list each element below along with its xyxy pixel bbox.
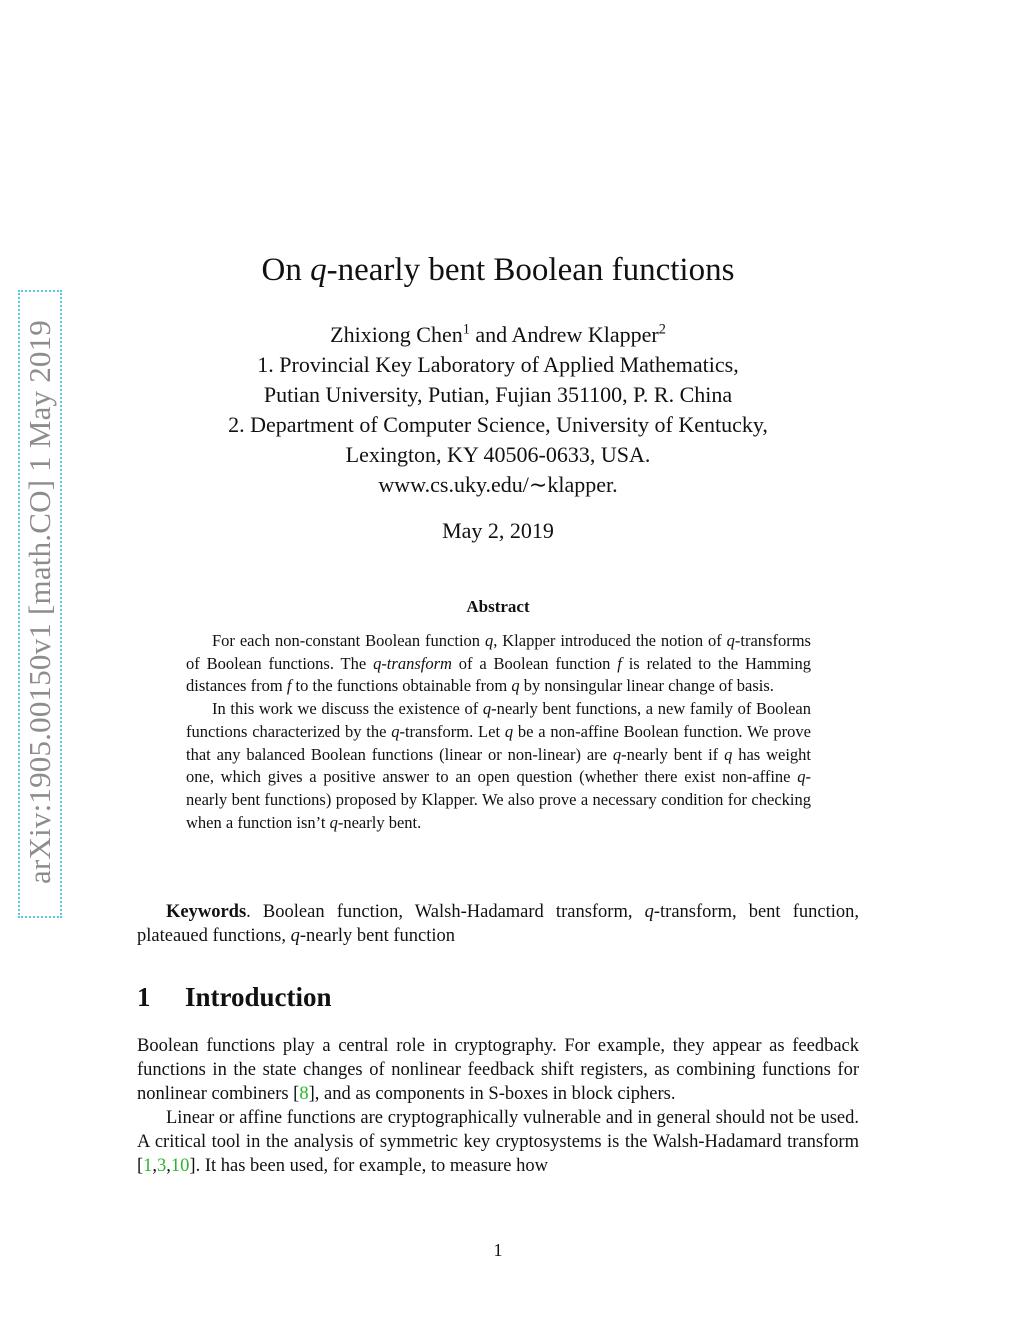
citation-link[interactable]: 1 [143, 1156, 153, 1176]
section-title: Introduction [185, 982, 332, 1012]
text-run: For each non-constant Boolean function [212, 631, 485, 650]
emphasis: q-transform [373, 653, 452, 673]
text-run: Linear or affine functions are cryptographically vulnerable and in general should not be used. A critical tool in the analysis of symmetric key cryptosystems is the Walsh-Hadamard transform [ [137, 1108, 859, 1176]
intro-paragraph-2 [137, 1106, 859, 1178]
author-block [137, 320, 859, 500]
text-run: of a Boolean function [451, 653, 618, 673]
affiliation-line: 2. Department of Computer Science, University of Kentucky, [228, 412, 768, 437]
citation-link[interactable]: 8 [299, 1084, 309, 1104]
affiliation-line: 1. Provincial Key Laboratory of Applied Mathematics, [257, 352, 739, 377]
math-var: q [511, 676, 520, 696]
math-var: q [612, 744, 622, 764]
text-run: , [152, 1156, 158, 1176]
text-run: , [166, 1156, 171, 1176]
text-run: Boolean functions play a central role in cryptography. For example, they appear as feedback functions in the state changes of nonlinear feedback shift registers, as combining functions for nonlinear combiners [ [137, 1036, 859, 1104]
text-run: -nearly bent. [337, 812, 422, 832]
abstract-body [186, 630, 811, 834]
math-var: q [726, 631, 735, 650]
text-run: In this work we discuss the existence of [212, 699, 483, 719]
title-prefix: On [261, 252, 311, 288]
affiliation-line: Lexington, KY 40506-0633, USA. [345, 442, 651, 467]
math-var: f [286, 676, 292, 696]
math-var: q [484, 631, 494, 650]
text-run: -nearly bent functions) proposed by Klapper. We also prove a necessary condition for checking when a function isn’t [186, 767, 811, 832]
arxiv-stamp-text[interactable]: arXiv:1905.00150v1 [math.CO] 1 May 2019 [22, 320, 57, 885]
text-run: -nearly bent function [299, 926, 455, 946]
text-run: -nearly bent functions, a new family of Boolean functions characterized by the [186, 699, 811, 741]
math-var: q [391, 721, 400, 741]
text-run: ]. It has been used, for example, to measure how [189, 1156, 548, 1176]
text-run: -nearly bent if [621, 744, 725, 764]
math-var: q [482, 699, 492, 719]
text-run: -transform. Let [399, 721, 505, 741]
math-var: q [797, 767, 806, 787]
abstract-paragraph-2 [186, 698, 811, 834]
text-run: be a non-affine Boolean function. We prove that any balanced Boolean functions (linear or non-linear) are [186, 721, 811, 764]
author-1-sup: 1 [462, 321, 470, 338]
author-1: Zhixiong Chen [330, 322, 463, 347]
paper-date: May 2, 2019 [442, 518, 554, 543]
author-and: and [469, 322, 512, 347]
paper-title [137, 252, 859, 289]
text-run: -transform, bent function, plateaued functions, [137, 902, 859, 946]
math-var: f [617, 653, 622, 673]
text-run: , Klapper introduced the notion of [493, 631, 727, 650]
section-number: 1 [137, 982, 151, 1012]
citation-link[interactable]: 3 [157, 1156, 167, 1176]
math-var: q [724, 744, 733, 764]
text-run: ], and as components in S-boxes in block ciphers. [308, 1084, 676, 1104]
text-run: -transforms of Boolean functions. The [186, 631, 811, 673]
title-suffix: -nearly bent Boolean functions [326, 252, 735, 288]
text-run: has weight one, which gives a positive answer to an open question (whether there exist non-affine [186, 744, 812, 787]
affiliation-line: Putian University, Putian, Fujian 351100, P. R. China [263, 382, 733, 407]
intro-body [137, 1034, 859, 1178]
math-var: q [329, 812, 338, 832]
text-run: to the functions obtainable from [291, 676, 512, 696]
abstract-heading: Abstract [466, 597, 530, 616]
author-2: Andrew Klapper [511, 322, 659, 347]
author-2-sup: 2 [658, 321, 666, 338]
abstract-paragraph-1 [186, 630, 811, 698]
section-heading [137, 982, 332, 1013]
keywords-block [137, 900, 859, 948]
text-run: is related to the Hamming distances from [186, 653, 812, 696]
math-var: q [290, 926, 300, 946]
text-run: . Boolean function, Walsh-Hadamard transform, [246, 902, 645, 922]
author-names [137, 320, 859, 350]
title-var: q [310, 252, 327, 288]
math-var: q [644, 902, 654, 922]
citation-link[interactable]: 10 [170, 1156, 190, 1176]
math-var: q [504, 721, 514, 741]
text-run: by nonsingular linear change of basis. [519, 676, 774, 696]
page-number: 1 [493, 1240, 503, 1260]
author-url[interactable]: www.cs.uky.edu/∼klapper. [378, 472, 618, 497]
keywords-label: Keywords [166, 902, 247, 922]
intro-paragraph-1 [137, 1034, 859, 1106]
